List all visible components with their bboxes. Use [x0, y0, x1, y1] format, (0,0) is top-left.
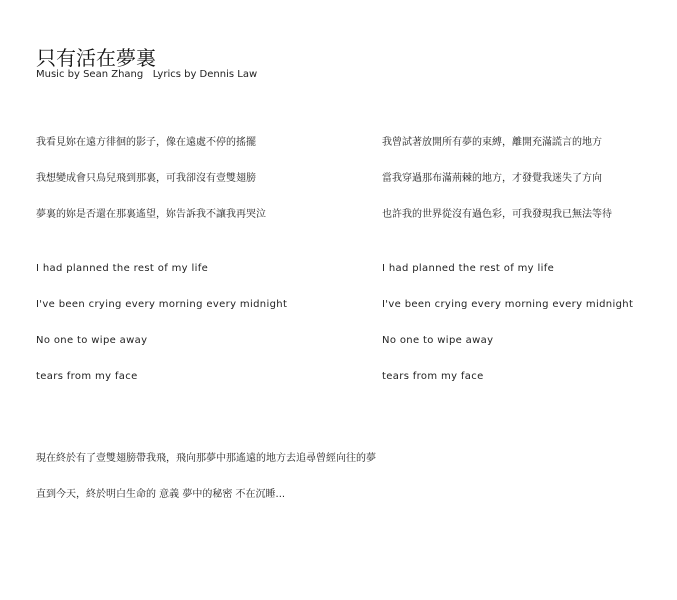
left-lyric-line-3: 夢裏的妳是否還在那裏遙望，妳告訴我不讓我再哭泣 — [36, 209, 266, 220]
right-english-line-3: No one to wipe away — [382, 335, 494, 346]
right-lyric-line-3: 也許我的世界從沒有過色彩，可我發現我已無法等待 — [382, 209, 612, 220]
left-english-line-1: I had planned the rest of my life — [36, 263, 209, 274]
left-english-line-2: I've been crying every morning every midnight — [36, 299, 288, 310]
closing-line-2: 直到今天，終於明白生命的 意義 夢中的秘密 不在沉睡... — [36, 489, 286, 500]
right-lyric-line-1: 我曾試著放開所有夢的束縛，離開充滿謊言的地方 — [382, 137, 602, 148]
left-english-line-3: No one to wipe away — [36, 335, 148, 346]
right-lyric-line-2: 當我穿過那布滿荊棘的地方，才發覺我迷失了方向 — [382, 173, 602, 184]
right-english-line-4: tears from my face — [382, 371, 484, 382]
left-lyric-line-2: 我想變成會只鳥兒飛到那裏，可我卻沒有壹雙翅膀 — [36, 173, 256, 184]
right-english-line-2: I've been crying every morning every midnight — [382, 299, 634, 310]
left-english-line-4: tears from my face — [36, 371, 138, 382]
left-lyric-line-1: 我看見妳在遠方徘徊的影子，像在遠處不停的搖擺 — [36, 137, 256, 148]
song-credits: Music by Sean Zhang Lyrics by Dennis Law — [36, 69, 258, 80]
song-title: 只有活在夢裏 — [36, 46, 156, 70]
closing-line-1: 現在終於有了壹雙翅膀帶我飛，飛向那夢中那遙遠的地方去追尋曾經向往的夢 — [36, 453, 376, 464]
right-english-line-1: I had planned the rest of my life — [382, 263, 555, 274]
